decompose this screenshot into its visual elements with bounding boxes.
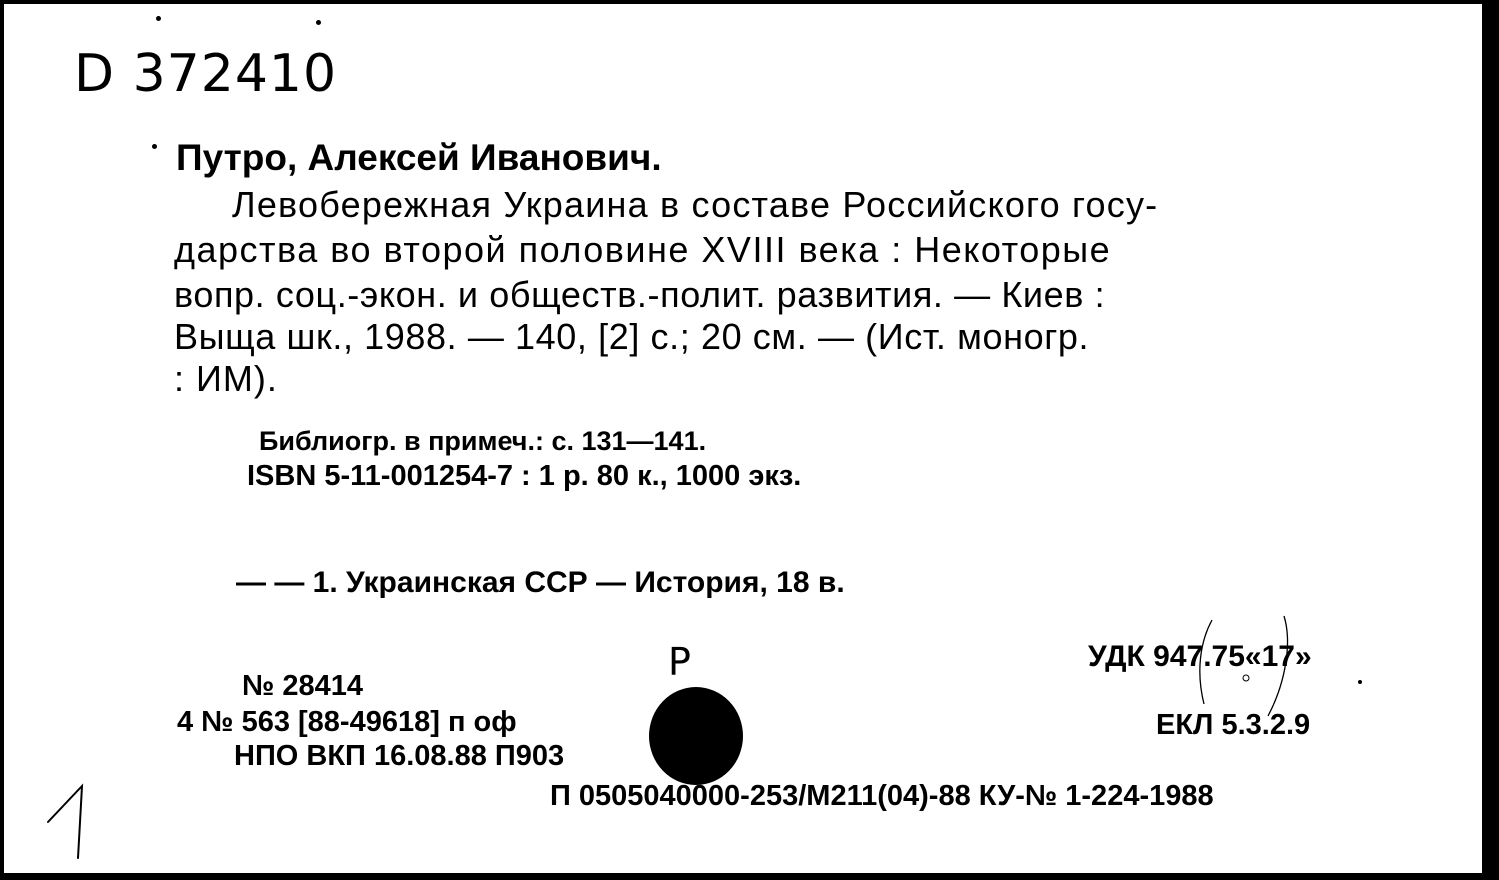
author-heading: Путро, Алексей Иванович. — [176, 137, 662, 178]
order-line: 4 № 563 [88-49618] п оф — [177, 706, 517, 738]
ink-speck — [1358, 680, 1362, 684]
mark-letter: Р — [668, 640, 691, 684]
description-line: дарства во второй половине XVIII века : Некоторые — [174, 229, 1112, 270]
subject-heading: — — 1. Украинская ССР — История, 18 в. — [236, 566, 845, 599]
udk-code: УДК 947.75«17» — [1088, 640, 1312, 673]
isbn-line: ISBN 5-11-001254-7 : 1 р. 80 к., 1000 экз. — [247, 460, 802, 492]
index-line: П 0505040000-253/М211(04)-88 КУ-№ 1-224-1988 — [550, 780, 1214, 812]
handwritten-number-icon — [42, 782, 98, 864]
call-number: D 372410 — [74, 44, 338, 104]
ink-speck — [156, 16, 161, 21]
handwritten-number — [4, 4, 5, 5]
description-line: Левобережная Украина в составе Российского госу- — [232, 184, 1159, 225]
entry-number: № 28414 — [242, 670, 364, 702]
ekl-code: ЕКЛ 5.3.2.9 — [1156, 709, 1311, 741]
description-line: Выща шк., 1988. — 140, [2] с.; 20 см. — (Ист. моногр. — [174, 316, 1090, 357]
ink-speck — [316, 20, 321, 25]
description-line: вопр. соц.-экон. и обществ.-полит. развития. — Киев : — [174, 274, 1106, 315]
pencil-mark-icon — [1182, 612, 1302, 722]
ink-speck — [152, 144, 157, 149]
bibliography-note: Библиогр. в примеч.: с. 131—141. — [259, 426, 707, 456]
printer-line: НПО ВКП 16.08.88 П903 — [234, 740, 565, 772]
description-line: : ИМ). — [174, 358, 278, 399]
stamp-blot — [649, 687, 743, 785]
